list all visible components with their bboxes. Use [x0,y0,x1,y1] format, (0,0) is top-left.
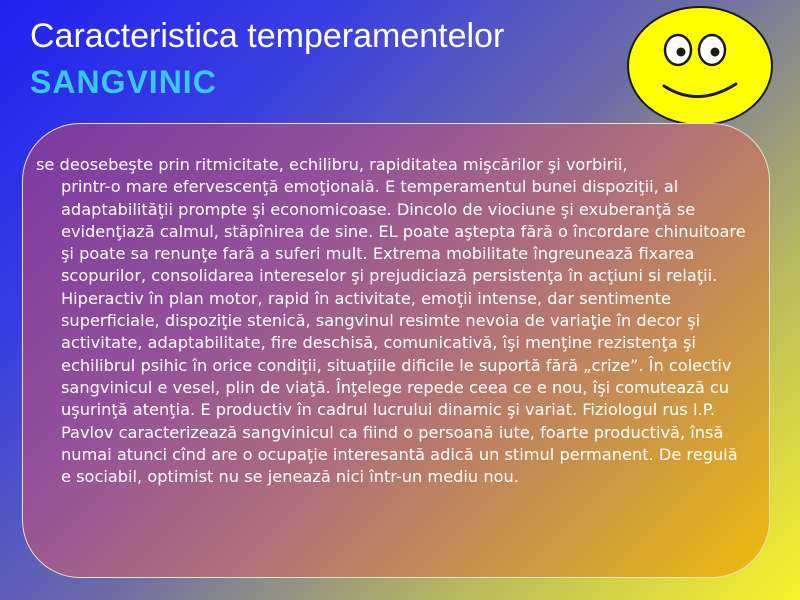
slide-subtitle: SANGVINIC [30,64,217,100]
smiley-face-shape [628,7,772,125]
body-continuation: printr-o mare efervescenţă emoţională. E temperamentul bunei dispoziţii, al adaptabilităţii prompte şi economicoase. Dincolo de viociune şi exuberanţă se evidenţiază calmul, stăpînirea de sine. EL poate aştepta fără o încordare chinuitoare şi poate sa renunţe fară a suferi mult. Extrema mobilitate îngreunează fixarea scopurilor, consolidarea intereselor şi prejudiciază persistenţa în acţiuni si relaţii. Hiperactiv în plan motor, rapid în activitate, emoţii intense, dar sentimente superficiale, dispoziţie stenică, sangvinul resimte nevoia de variaţie în decor şi activitate, adaptabilitate, fire deschisă, comunicativă, îşi menţine rezistenţa şi echilibrul psihic în orice condiţii, situaţiile dificile le suportă fără „crize”. În colectiv sangvinicul e vesel, plin de viaţă. Înţelege repede ceea ce e nou, îşi comutează cu uşurinţă atenţia. E productiv în cadrul lucrului dinamic şi variat. Fiziologul rus I.P. Pavlov caracterizează sangvinicul ca fiind o persoană iute, foarte productivă, însă numai atunci cînd are o ocupaţie interesantă adică un stimul permanent. De regulă e sociabil, optimist nu se jenează nici într-un mediu nou. [61,177,746,487]
smiley-face-icon [624,4,776,128]
smiley-left-pupil [677,48,686,57]
body-first-line: se deosebeşte prin ritmicitate, echilibru, rapiditatea mişcărilor şi vorbirii, [36,155,628,174]
body-text [36,154,748,488]
smiley-right-pupil [711,48,720,57]
slide-title: Caracteristica temperamentelor [30,17,505,55]
